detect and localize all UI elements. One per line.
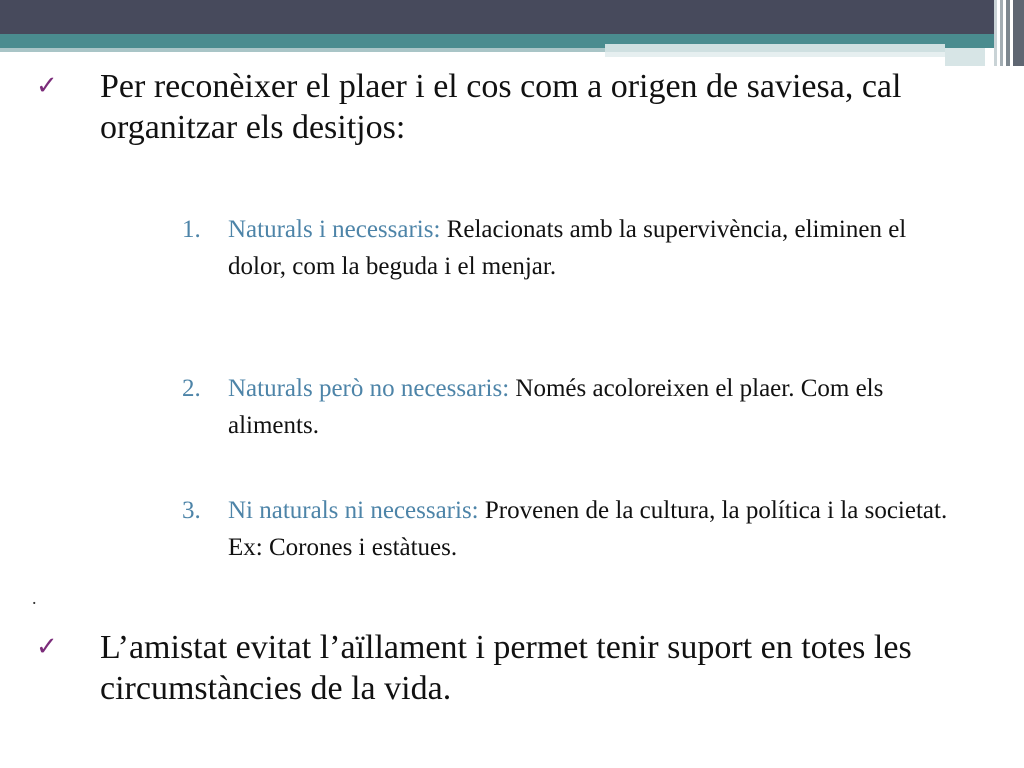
banner-light-band <box>605 44 945 52</box>
bullet-text: L’amistat evitat l’aïllament i permet tenir suport en totes les circumstàncies de la vida. <box>100 629 912 707</box>
bullet-text: Per reconèixer el plaer i el cos com a origen de saviesa, cal organitzar els desitjos: <box>100 68 902 146</box>
list-number: 2. <box>182 375 201 402</box>
list-item-body <box>228 370 958 444</box>
list-item-text: Relacionats amb la supervivència, eliminen el dolor, com la beguda i el menjar. <box>228 216 907 280</box>
banner-side-stripes <box>994 0 1024 66</box>
list-number: 1. <box>182 216 201 243</box>
list-item-lead: Naturals però no necessaris: <box>228 375 510 402</box>
list-number: 3. <box>182 497 201 524</box>
check-mark-icon: ✓ <box>36 632 58 662</box>
stray-dot: . <box>32 588 37 608</box>
list-item-lead: Ni naturals ni necessaris: <box>228 497 479 524</box>
list-item-text: Provenen de la cultura, la política i la societat. Ex: Corones i estàtues. <box>228 497 948 561</box>
check-mark-icon: ✓ <box>36 71 58 101</box>
list-item-text: Només acoloreixen el plaer. Com els aliments. <box>228 375 884 439</box>
list-item-body <box>228 211 958 285</box>
banner-light-band <box>605 52 945 57</box>
list-item-lead: Naturals i necessaris: <box>228 216 441 243</box>
banner-dark-band <box>0 0 1024 34</box>
banner-light-band <box>945 48 985 66</box>
banner-light-band <box>0 48 605 52</box>
list-item-body <box>228 492 958 566</box>
